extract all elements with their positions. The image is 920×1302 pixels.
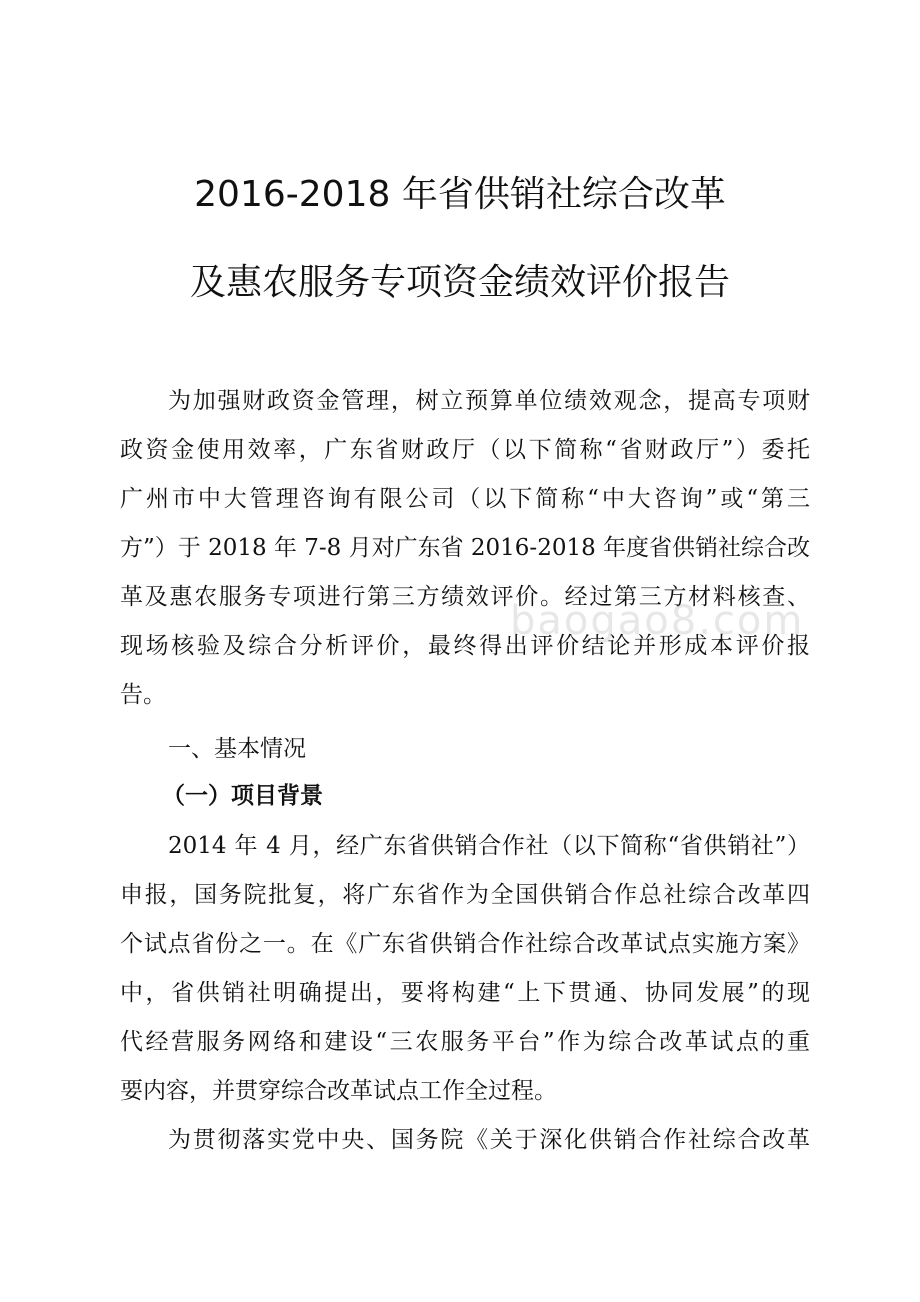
intro-line-4: 方”）于 2018 年 7-8 月对广东省 2016-2018 年度省供销社综合改 <box>120 535 811 561</box>
section-heading-basic-info: 一、基本情况 <box>168 736 306 762</box>
intro-line-5: 革及惠农服务专项进行第三方绩效评价。经过第三方材料核查、 <box>120 584 810 610</box>
background-line-6: 要内容，并贯穿综合改革试点工作全过程。 <box>120 1078 557 1104</box>
background-line-1: 2014 年 4 月，经广东省供销合作社（以下简称“省供销社”） <box>168 833 810 859</box>
intro-line-1: 为加强财政资金管理，树立预算单位绩效观念，提高专项财 <box>168 388 810 414</box>
document-title-line-2: 及惠农服务专项资金绩效评价报告 <box>189 262 730 303</box>
watermark: baogao8.com <box>510 598 805 644</box>
subsection-heading-background: （一）项目背景 <box>162 783 323 809</box>
background-line-2: 申报，国务院批复，将广东省作为全国供销合作总社综合改革四 <box>120 882 810 908</box>
intro-line-2: 政资金使用效率，广东省财政厅（以下简称“省财政厅”）委托 <box>120 437 810 463</box>
background-line-3: 个试点省份之一。在《广东省供销合作社综合改革试点实施方案》 <box>120 931 810 957</box>
intro-line-3: 广州市中大管理咨询有限公司（以下简称“中大咨询”或“第三 <box>120 486 810 512</box>
background-para2-line-1: 为贯彻落实党中央、国务院《关于深化供销合作社综合改革 <box>168 1127 810 1153</box>
background-line-4: 中，省供销社明确提出，要将构建“上下贯通、协同发展”的现 <box>120 980 810 1006</box>
background-line-5: 代经营服务网络和建设“三农服务平台”作为综合改革试点的重 <box>120 1029 810 1055</box>
document-title-line-1: 2016-2018 年省供销社综合改革 <box>194 174 726 215</box>
intro-line-6: 现场核验及综合分析评价，最终得出评价结论并形成本评价报 <box>120 633 810 659</box>
intro-line-7: 告。 <box>120 682 166 708</box>
